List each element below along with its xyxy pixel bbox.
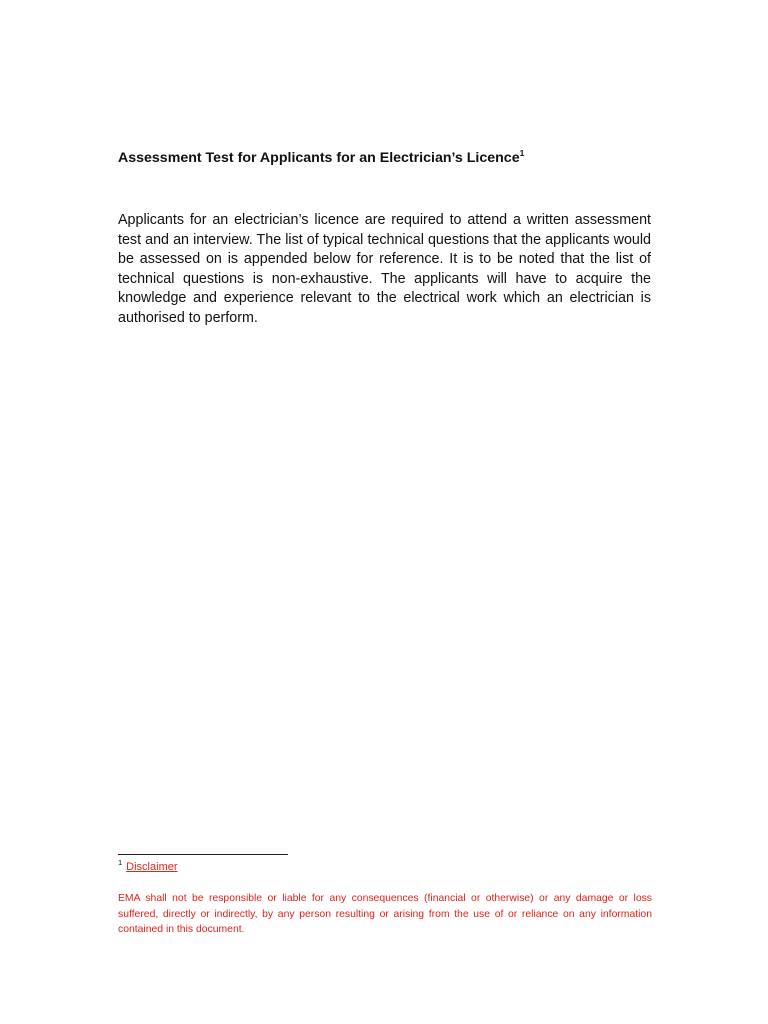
footnote-heading [118,858,178,876]
intro-paragraph: Applicants for an electrician’s licence are required to attend a written assessment test and an interview. The list of typical technical questions that the applicants would be assessed on is appended below for reference. It is to be noted that the list of technical questions is non-exhaustive. The applicants will have to acquire the knowledge and experience relevant to the electrical work which an electrician is authorised to perform. [118,212,651,326]
page-title-text: Assessment Test for Applicants for an Electrician’s Licence [118,150,520,166]
page-title [118,148,658,168]
disclaimer-text: EMA shall not be responsible or liable for any consequences (financial or otherwise) or any damage or loss suffered, directly or indirectly, by any person resulting or arising from the use of or reliance on any information contained in this document. [118,893,652,935]
footnote-number: 1 [118,858,123,867]
disclaimer-link[interactable]: Disclaimer [126,861,178,873]
footnote-separator [118,854,288,855]
footnote-reference[interactable]: 1 [519,148,525,158]
